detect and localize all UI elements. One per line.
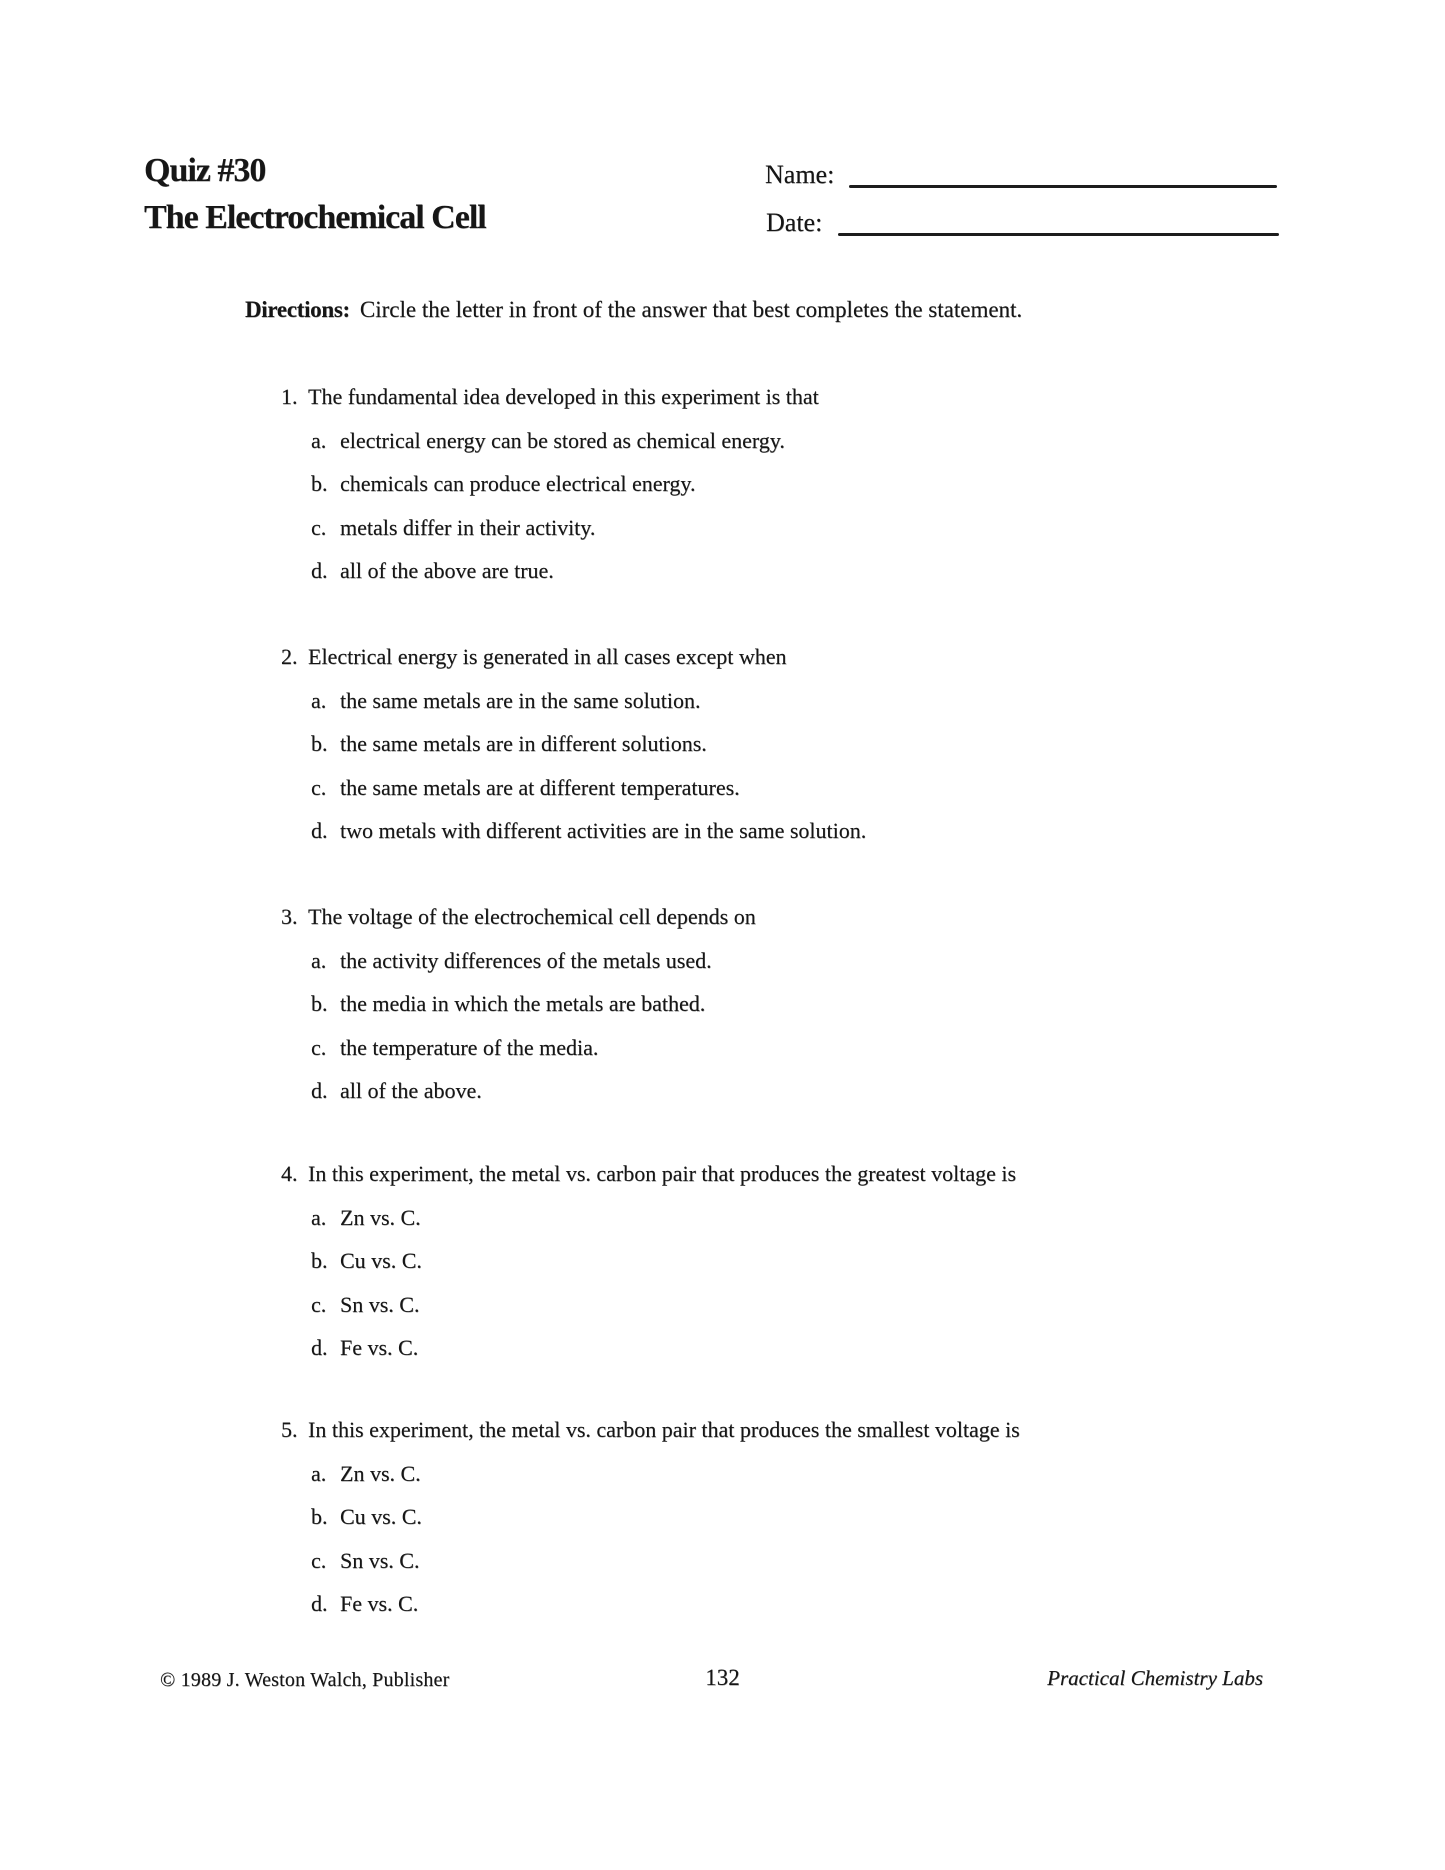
option-text: the same metals are in the same solution.	[340, 687, 701, 713]
option-letter: d.	[311, 1078, 328, 1103]
question-stem-row	[0, 1408, 1445, 1452]
option-letter: c.	[311, 1034, 327, 1060]
question-number: 2.	[281, 644, 298, 669]
answer-option[interactable]	[0, 1283, 1445, 1327]
question-stem-row	[0, 375, 1445, 419]
option-letter: a.	[311, 687, 327, 713]
question-number: 3.	[281, 904, 298, 929]
option-text: Cu vs. C.	[340, 1504, 422, 1529]
answer-option[interactable]	[0, 722, 1445, 766]
option-letter: b.	[311, 471, 328, 496]
option-text: Sn vs. C.	[340, 1547, 420, 1573]
option-letter: c.	[311, 774, 327, 800]
answer-option[interactable]	[0, 809, 1445, 853]
option-text: chemicals can produce electrical energy.	[340, 471, 696, 496]
question-stem: Electrical energy is generated in all cases except when	[308, 644, 787, 669]
option-text: the same metals are in different solutions.	[340, 731, 707, 756]
question-stem: In this experiment, the metal vs. carbon pair that produces the greatest voltage is	[308, 1161, 1017, 1186]
option-text: Cu vs. C.	[340, 1248, 422, 1273]
answer-option[interactable]	[0, 1452, 1445, 1496]
answer-option[interactable]	[0, 419, 1445, 463]
option-letter: b.	[311, 1504, 328, 1529]
option-text: electrical energy can be stored as chemical energy.	[340, 427, 785, 453]
answer-option[interactable]	[0, 462, 1445, 506]
question-stem: In this experiment, the metal vs. carbon pair that produces the smallest voltage is	[308, 1417, 1020, 1442]
question-block	[0, 1408, 1445, 1626]
footer-page-number: 132	[705, 1665, 740, 1690]
date-label: Date:	[766, 208, 823, 237]
question-stem-row	[0, 635, 1445, 679]
option-text: Sn vs. C.	[340, 1291, 420, 1317]
option-letter: a.	[311, 427, 327, 453]
option-text: the temperature of the media.	[340, 1034, 599, 1060]
option-text: the media in which the metals are bathed.	[340, 991, 706, 1016]
question-stem-row	[0, 1152, 1445, 1196]
answer-option[interactable]	[0, 506, 1445, 550]
option-letter: c.	[311, 1547, 327, 1573]
footer-series-title: Practical Chemistry Labs	[1047, 1666, 1263, 1690]
name-label: Name:	[765, 160, 835, 189]
answer-option[interactable]	[0, 1495, 1445, 1539]
question-number: 5.	[281, 1417, 298, 1442]
directions-label: Directions:	[245, 297, 350, 322]
option-text: metals differ in their activity.	[340, 514, 596, 540]
option-letter: d.	[311, 1591, 328, 1616]
answer-option[interactable]	[0, 679, 1445, 723]
directions	[245, 297, 1022, 323]
answer-option[interactable]	[0, 1326, 1445, 1370]
date-blank-line[interactable]	[838, 233, 1279, 236]
question-stem: The fundamental idea developed in this experiment is that	[308, 384, 819, 409]
option-text: the same metals are at different temperatures.	[340, 774, 740, 800]
option-text: two metals with different activities are in the same solution.	[340, 818, 867, 843]
option-text: all of the above are true.	[340, 558, 554, 583]
quiz-title: The Electrochemical Cell	[144, 199, 486, 236]
option-text: Zn vs. C.	[340, 1460, 421, 1486]
answer-option[interactable]	[0, 1239, 1445, 1283]
option-letter: d.	[311, 818, 328, 843]
question-stem-row	[0, 895, 1445, 939]
option-letter: b.	[311, 1248, 328, 1273]
answer-option[interactable]	[0, 939, 1445, 983]
option-text: Fe vs. C.	[340, 1591, 419, 1616]
question-number: 4.	[281, 1161, 298, 1186]
option-letter: a.	[311, 947, 327, 973]
option-letter: d.	[311, 1335, 328, 1360]
question-number: 1.	[281, 384, 298, 409]
answer-option[interactable]	[0, 1026, 1445, 1070]
footer-copyright: © 1989 J. Weston Walch, Publisher	[160, 1669, 450, 1691]
option-letter: a.	[311, 1204, 327, 1230]
directions-text: Circle the letter in front of the answer that best completes the statement.	[359, 297, 1023, 322]
option-text: Fe vs. C.	[340, 1335, 419, 1360]
answer-option[interactable]	[0, 766, 1445, 810]
answer-option[interactable]	[0, 549, 1445, 593]
quiz-number-title: Quiz #30	[144, 152, 266, 189]
answer-option[interactable]	[0, 982, 1445, 1026]
answer-option[interactable]	[0, 1196, 1445, 1240]
answer-option[interactable]	[0, 1582, 1445, 1626]
option-text: the activity differences of the metals used.	[340, 947, 712, 973]
option-letter: d.	[311, 558, 328, 583]
question-block	[0, 895, 1445, 1113]
option-letter: b.	[311, 991, 328, 1016]
question-block	[0, 1152, 1445, 1370]
option-letter: c.	[311, 1291, 327, 1317]
question-block	[0, 375, 1445, 593]
option-letter: a.	[311, 1460, 327, 1486]
option-text: Zn vs. C.	[340, 1204, 421, 1230]
option-letter: b.	[311, 731, 328, 756]
question-stem: The voltage of the electrochemical cell depends on	[308, 904, 756, 929]
answer-option[interactable]	[0, 1539, 1445, 1583]
option-letter: c.	[311, 514, 327, 540]
name-blank-line[interactable]	[849, 185, 1277, 188]
answer-option[interactable]	[0, 1069, 1445, 1113]
option-text: all of the above.	[340, 1078, 482, 1103]
question-block	[0, 635, 1445, 853]
